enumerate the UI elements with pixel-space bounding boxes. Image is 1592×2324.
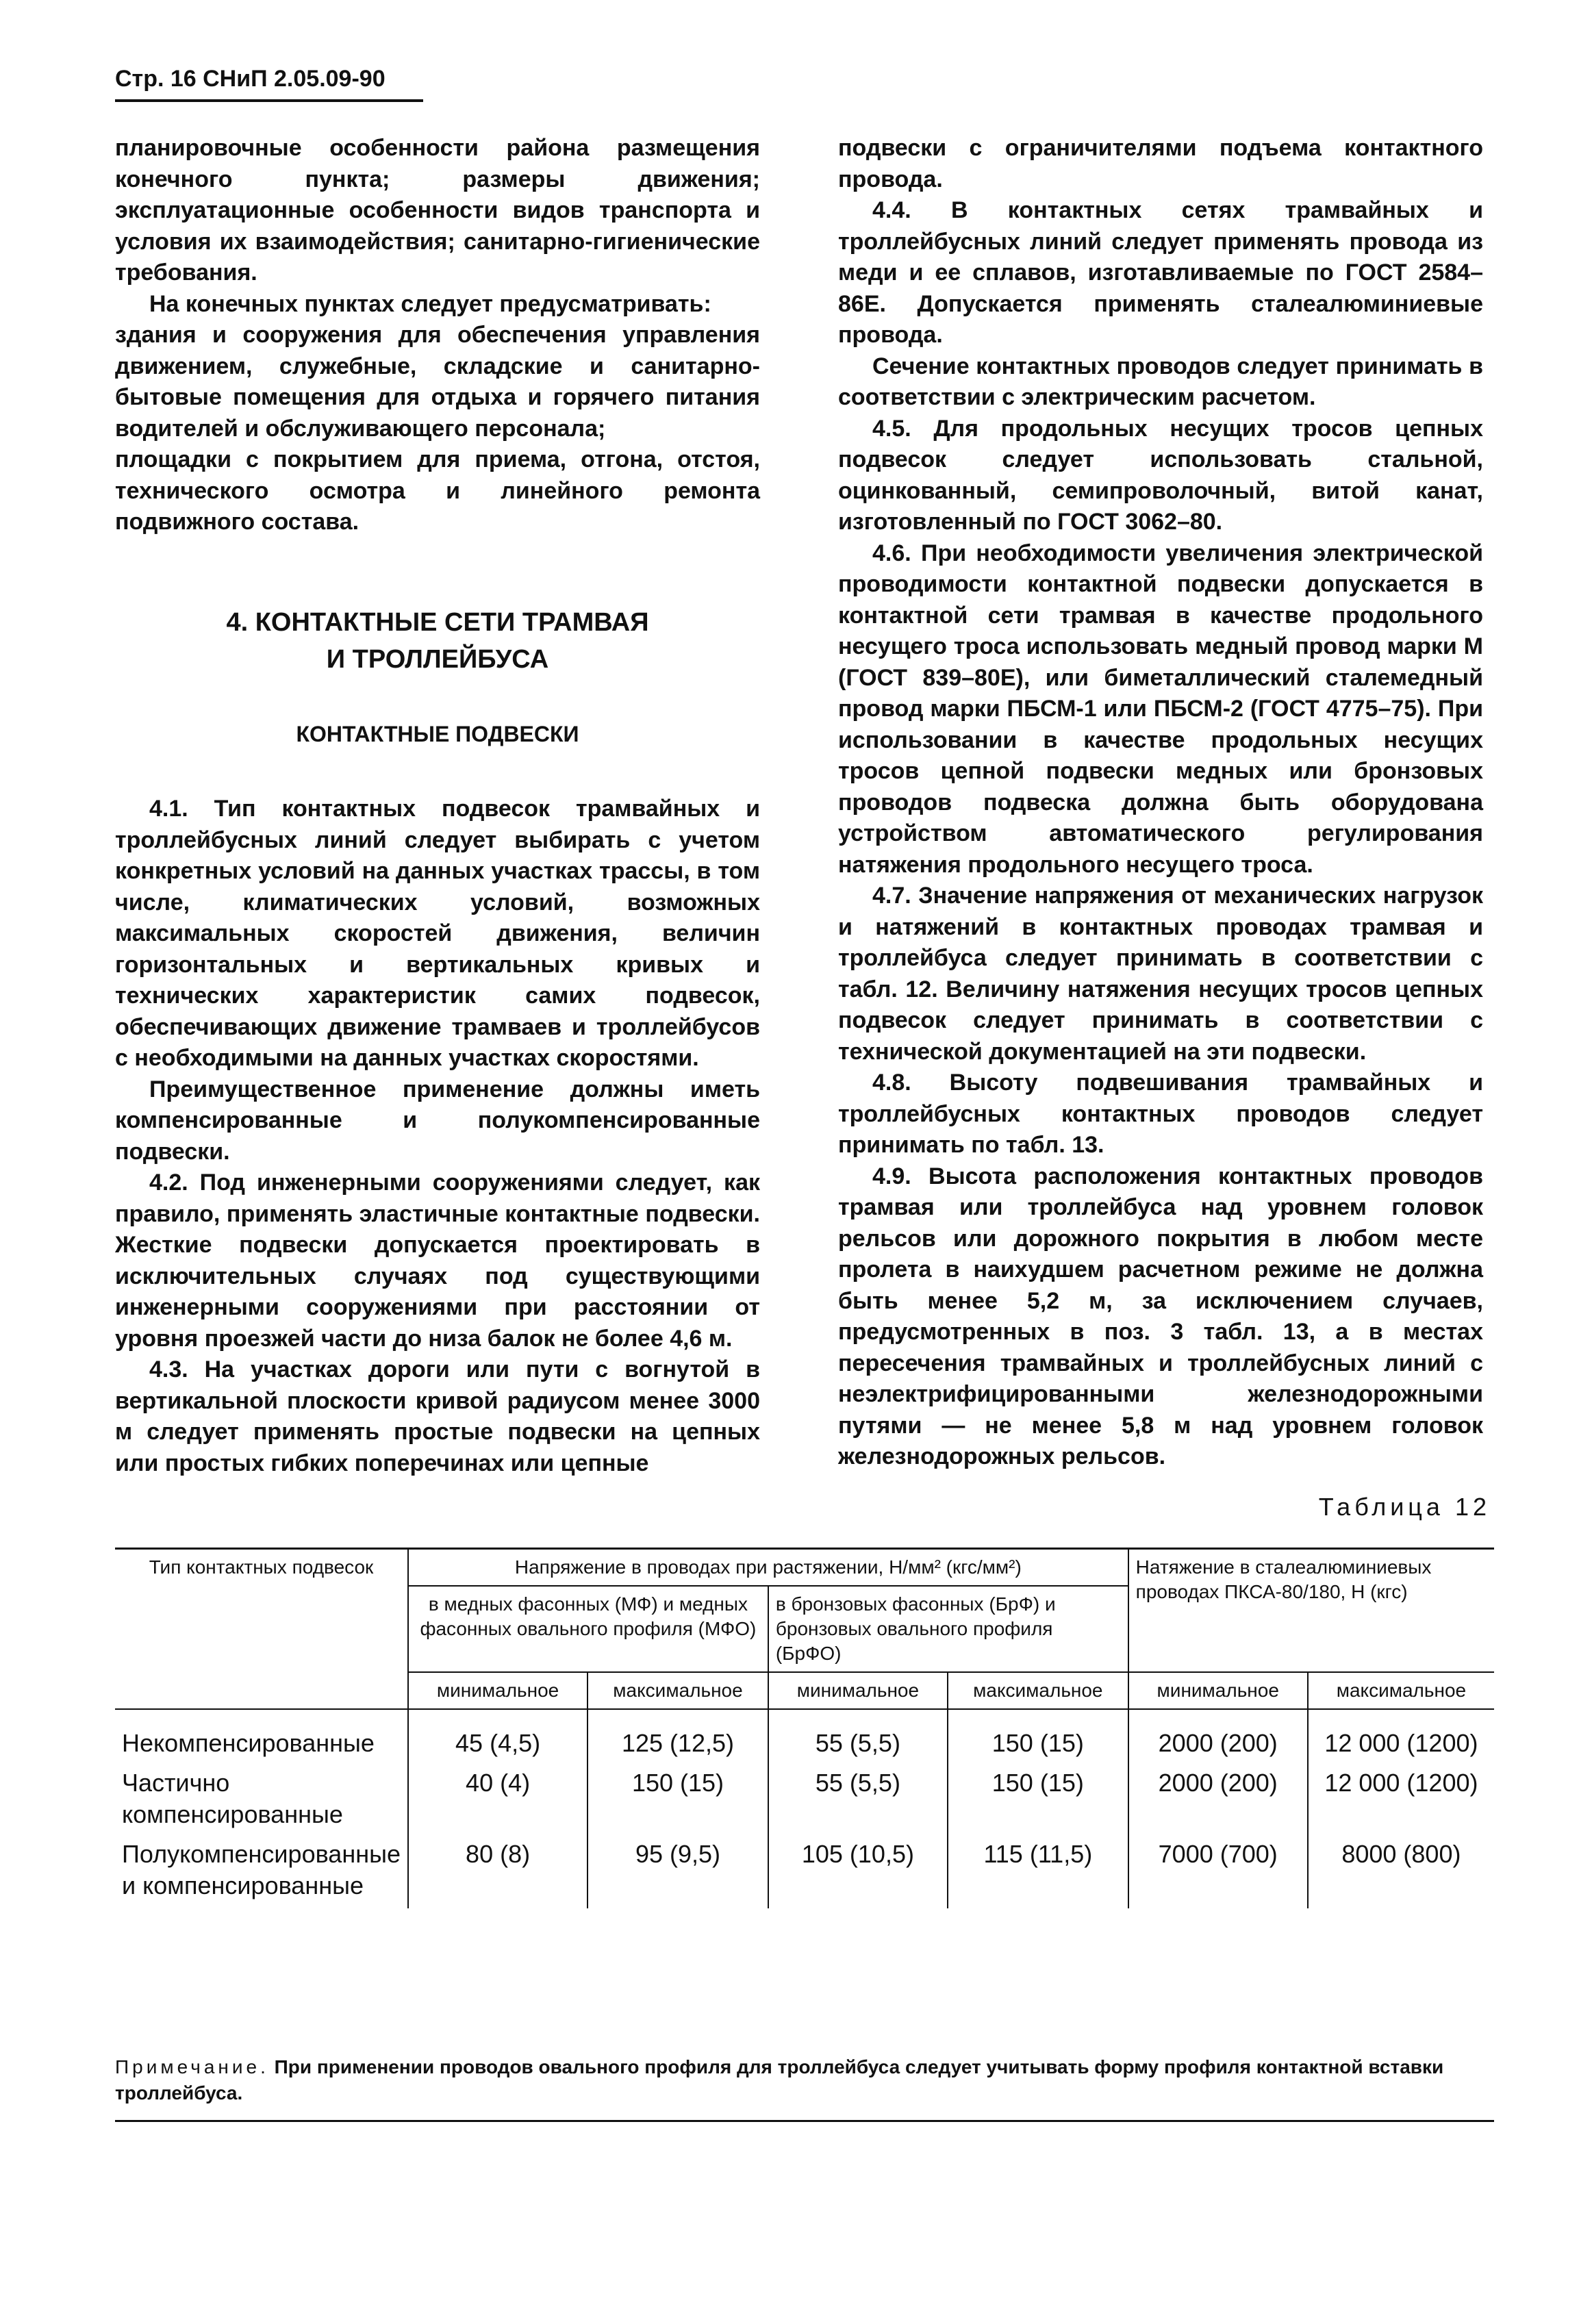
paragraph: подвески с ограничителями подъема контактного провода. [838, 135, 1483, 192]
table-cell: 150 (15) [948, 1763, 1128, 1834]
header-max: максимальное [948, 1672, 1128, 1709]
clause-text: В контактных сетях трамвайных и троллейбусных линий следует применять провода из меди и ее сплавов, изготавливаемые по ГОСТ 2584–86Е. Допускается применять сталеалюминиевые провода. [838, 197, 1483, 348]
clause-number: 4.8. [872, 1070, 911, 1096]
clause-4-3 [115, 1354, 760, 1479]
page-header: Стр. 16 СНиП 2.05.09-90 [115, 66, 423, 102]
table-cell: 105 (10,5) [768, 1834, 948, 1908]
section-title [115, 604, 760, 678]
subsection-title: КОНТАКТНЫЕ ПОДВЕСКИ [296, 721, 579, 746]
header-tension: Натяжение в сталеалюминиевых проводах ПКСА-80/180, Н (кгс) [1128, 1549, 1494, 1673]
clause-text: Высота расположения контактных проводов трамвая или троллейбуса над уровнем головок рельсов или дорожного покрытия в любом месте пролета в наихудшем расчетном режиме не должна быть менее 5,2 м, за исключением случаев, предусмотренных в поз. 3 табл. 13, а в местах пересечения трамвайных и троллейбусных линий с неэлектрифицированными железнодорожными путями — не менее 5,8 м над уровнем головок железнодорожных рельсов. [838, 1163, 1483, 1469]
clause-number: 4.3. [149, 1356, 188, 1382]
header-type: Тип контактных подвесок [115, 1549, 408, 1710]
clause-number: 4.2. [149, 1170, 188, 1196]
clause-4-9 [838, 1161, 1483, 1473]
clause-4-5 [838, 414, 1483, 538]
clause-number: 4.7. [872, 883, 911, 909]
table-cell: 40 (4) [408, 1763, 587, 1834]
table-cell: 80 (8) [408, 1834, 587, 1908]
table-note [115, 2054, 1494, 2106]
table-cell: 7000 (700) [1128, 1834, 1308, 1908]
clause-text: На участках дороги или пути с вогнутой в вертикальной плоскости кривой радиусом менее 3000 м следует применять простые подвески на цепных или простых гибких поперечинах или цепные [115, 1356, 761, 1476]
paragraph: На конечных пунктах следует предусматривать: [149, 290, 711, 317]
clause-text: При необходимости увеличения электрической проводимости контактной подвески допускается в контактной сети трамвая в качестве продольного несущего троса использовать медный провод марки М (ГОСТ 839–80Е), или биметаллический сталемедный провод марки ПБСМ-1 или ПБСМ-2 (ГОСТ 4775–75). При использовании в качестве продольных несущих тросов цепной подвески медных или бронзовых проводов подвеска должна быть оборудована устройством автоматического регулирования натяжения продольного несущего троса. [838, 540, 1483, 878]
paragraph: Преимущественное применение должны иметь компенсированные и полукомпенсированные подвески. [115, 1076, 760, 1165]
clause-text: Для продольных несущих тросов цепных подвесок следует использовать стальной, оцинкованный, семипроволочный, витой канат, изготовленный по ГОСТ 3062–80. [838, 415, 1483, 535]
table-cell: 45 (4,5) [408, 1709, 587, 1763]
clause-number: 4.6. [872, 540, 911, 566]
table-cell: 150 (15) [587, 1763, 768, 1834]
note-text: При применении проводов овального профиля для троллейбуса следует учитывать форму профиля контактной вставки троллейбуса. [115, 2056, 1444, 2104]
clause-number: 4.4. [872, 197, 911, 223]
table-row [115, 1834, 1494, 1908]
table-row [115, 1709, 1494, 1763]
table-cell: 95 (9,5) [587, 1834, 768, 1908]
clause-4-6 [838, 538, 1483, 881]
table-cell: 12 000 (1200) [1308, 1763, 1494, 1834]
clause-text: Тип контактных подвесок трамвайных и троллейбусных линий следует выбирать с учетом конкретных условий на данных участках трассы, в том числе, климатических условий, возможных максимальных скоростей движения, величин горизонтальных и вертикальных кривых и технических характеристик самих подвесок, обеспечивающих движение трамваев и троллейбусов с необходимыми на данных участках скоростями. [115, 796, 760, 1071]
section-title-line: 4. КОНТАКТНЫЕ СЕТИ ТРАМВАЯ [226, 607, 649, 637]
clause-number: 4.9. [872, 1163, 911, 1189]
clause-4-4 [838, 195, 1483, 351]
header-bronze: в бронзовых фасонных (БрФ) и бронзовых овального профиля (БрФО) [768, 1586, 1128, 1672]
header-min: минимальное [1128, 1672, 1308, 1709]
clause-4-2 [115, 1167, 760, 1354]
clause-number: 4.1. [149, 796, 188, 822]
clause-4-1 [115, 794, 760, 1074]
table-cell: 8000 (800) [1308, 1834, 1494, 1908]
table-row [115, 1763, 1494, 1834]
table-cell: 12 000 (1200) [1308, 1709, 1494, 1763]
row-name: Полукомпенсированные и компенсированные [122, 1840, 401, 1899]
paragraph: площадки с покрытием для приема, отгона, отстоя, технического осмотра и линейного ремонта подвижного состава. [115, 446, 760, 535]
right-column [838, 133, 1483, 1473]
note-label: Примечание. [115, 2056, 269, 2077]
clause-text: Высоту подвешивания трамвайных и троллейбусных контактных проводов следует принимать по табл. 13. [838, 1070, 1483, 1158]
header-max: максимальное [587, 1672, 768, 1709]
header-stress: Напряжение в проводах при растяжении, Н/мм² (кгс/мм²) [408, 1549, 1128, 1587]
clause-text: Значение напряжения от механических нагрузок и натяжений в контактных проводах трамвая и троллейбуса следует принимать в соответствии с табл. 12. Величину натяжения несущих тросов цепных подвесок следует принимать в соответствии с технической документацией на эти подвески. [838, 883, 1483, 1065]
header-copper: в медных фасонных (МФ) и медных фасонных овального профиля (МФО) [408, 1586, 768, 1672]
section-title-line: И ТРОЛЛЕЙБУСА [326, 644, 549, 674]
clause-text: Под инженерными сооружениями следует, как правило, применять эластичные контактные подвески. Жесткие подвески допускается проектировать в исключительных случаях под существующими инженерными сооружениями при расстоянии от уровня проезжей части до низа балок не более 4,6 м. [115, 1170, 760, 1352]
table-cell: 125 (12,5) [587, 1709, 768, 1763]
table-cell: 2000 (200) [1128, 1709, 1308, 1763]
header-max: максимальное [1308, 1672, 1494, 1709]
bottom-rule [115, 2120, 1494, 2122]
row-name: Частично компенсированные [122, 1769, 343, 1828]
row-name: Некомпенсированные [122, 1729, 375, 1757]
paragraph: планировочные особенности района размещения конечного пункта; размеры движения; эксплуатационные особенности видов транспорта и условия их взаимодействия; санитарно-гигиенические требования. [115, 135, 760, 286]
clause-4-8 [838, 1068, 1483, 1161]
table-cell: 2000 (200) [1128, 1763, 1308, 1834]
table-cell: 55 (5,5) [768, 1709, 948, 1763]
table-cell: 150 (15) [948, 1709, 1128, 1763]
left-column [115, 133, 760, 1479]
header-min: минимальное [408, 1672, 587, 1709]
table-12 [115, 1548, 1494, 1908]
header-min: минимальное [768, 1672, 948, 1709]
clause-4-7 [838, 881, 1483, 1068]
table-cell: 55 (5,5) [768, 1763, 948, 1834]
table-cell: 115 (11,5) [948, 1834, 1128, 1908]
clause-number: 4.5. [872, 415, 911, 442]
paragraph: здания и сооружения для обеспечения управления движением, служебные, складские и санитарно-бытовые помещения для отдыха и горячего питания водителей и обслуживающего персонала; [115, 322, 760, 442]
table-caption: Таблица 12 [1318, 1493, 1491, 1521]
paragraph: Сечение контактных проводов следует принимать в соответствии с электрическим расчетом. [838, 353, 1483, 410]
